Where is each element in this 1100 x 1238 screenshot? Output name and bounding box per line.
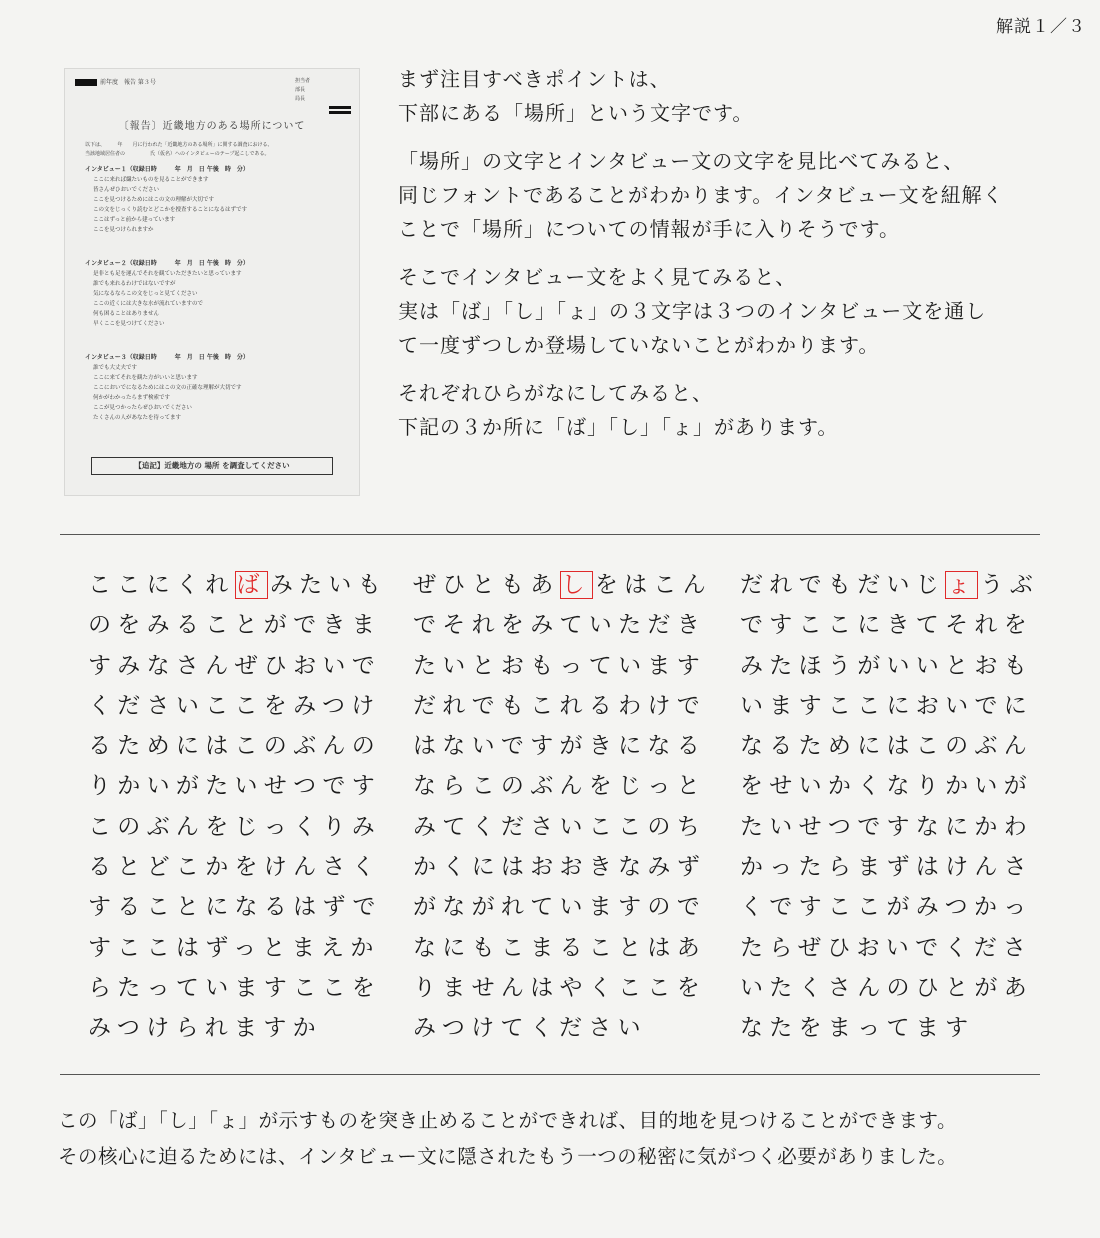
hiragana-line: かくにはおおきなみず: [413, 854, 706, 881]
intro-line: 以下は、 年 月に行われた「近畿地方のある場所」に関する調査における、: [85, 142, 273, 148]
hiragana-line: いますここにおいでに: [740, 692, 1033, 719]
interview-line: ここはずっと前から建っています: [93, 217, 176, 223]
page-label: 解説１／３: [996, 17, 1086, 37]
document-intro: [85, 141, 345, 159]
hiragana-line: でそれをみていただき: [413, 612, 706, 639]
footer-text: [58, 1103, 1058, 1175]
hiragana-line: すここはずっとまえか: [88, 934, 380, 961]
footer-line: この「ば」「し」「ょ」が示すものを突き止めることができれば、目的地を見つけることができます。: [58, 1109, 957, 1132]
hiragana-line: することになるはずで: [88, 894, 382, 921]
interview-heading: インタビュー２（収録日時 年 月 日 午後 時 分）: [85, 260, 249, 267]
hiragana-line: るためにはこのぶんの: [88, 733, 381, 760]
hiragana-line: なるためにはこのぶん: [740, 733, 1033, 760]
document-title: 〔報告〕近畿地方のある場所について: [118, 121, 306, 132]
line-text: ぜひともあ: [413, 572, 560, 598]
redaction-block: [75, 79, 97, 86]
hiragana-line: くださいここをみつけ: [88, 692, 381, 719]
explanation-paragraph: そこでインタビュー文をよく見てみると、 実は「ば」「し」「ょ」の３文字は３つのインタビュー文を通し て一度ずつしか登場していないことがわかります。: [398, 265, 987, 357]
hiragana-line: をせいかくなりかいが: [740, 773, 1033, 800]
document-header-left: [75, 77, 156, 86]
hiragana-line: なたをまってます: [740, 1015, 975, 1042]
redaction-bar: [329, 106, 351, 109]
interview-heading: インタビュー３（収録日時 年 月 日 午後 時 分）: [85, 354, 249, 361]
highlighted-character: し: [561, 572, 591, 598]
interview-section-3: [85, 353, 349, 423]
hiragana-line: かったらまずはけんさ: [740, 854, 1033, 881]
intro-line: 当該地域居住者の 氏（仮名）へのインタビューのテープ起こしである。: [85, 151, 270, 157]
interview-line: ここが見つかったらぜひおいでください: [93, 405, 192, 411]
hiragana-line: だれでもこれるわけで: [413, 692, 706, 719]
highlighted-character: ば: [236, 572, 266, 598]
interview-line: 何かがわかったらまず検索です: [93, 395, 171, 401]
hiragana-line: みつけられますか: [88, 1015, 322, 1042]
hiragana-column-2: [413, 565, 712, 1049]
hiragana-line: のをみることができま: [88, 612, 381, 639]
hiragana-line: すみなさんぜひおいで: [88, 652, 381, 679]
interview-line: ここに来れば繊たいものを見ることができます: [93, 177, 209, 183]
hiragana-line: くですここがみつかっ: [740, 894, 1033, 921]
hiragana-line: ならこのぶんをじっと: [413, 773, 706, 800]
interview-line: 何も困ることはありません: [93, 311, 160, 317]
approval-stamps: [295, 77, 351, 114]
interview-line: 気になるならこの文をじっと見てください: [93, 291, 198, 297]
redaction-bar: [329, 111, 351, 114]
hiragana-line: [88, 565, 387, 605]
interview-line: 是非とも足を運んでそれを観ていただきたいと思っています: [93, 271, 242, 277]
hiragana-line: がながれていますので: [413, 894, 706, 921]
hiragana-line: いたくさんのひとがあ: [740, 974, 1033, 1001]
interview-section-1: [85, 165, 349, 235]
explanation-text: [398, 62, 1058, 458]
explanation-paragraph: それぞれひらがなにしてみると、 下記の３か所に「ば」「し」「ょ」があります。: [398, 381, 839, 439]
hiragana-line: たらぜひおいでくださ: [740, 934, 1033, 961]
hiragana-line: [413, 565, 712, 605]
interview-line: ここの近くには大きな水が流れていますので: [93, 301, 204, 307]
explanation-paragraph: 「場所」の文字とインタビュー文の文字を見比べてみると、 同じフォントであることがわかります。インタビュー文を紐解く ことで「場所」についての情報が手に入りそうです。: [398, 149, 1004, 241]
highlighted-character: ょ: [947, 572, 977, 598]
footer-line: その核心に迫るためには、インタビュー文に隠されたもう一つの秘密に気がつく必要がありました。: [58, 1145, 958, 1168]
hiragana-line: みてくださいここのち: [413, 813, 706, 840]
interview-line: 誰でも来れるわけではないですが: [93, 281, 176, 287]
interview-line: ここに来てそれを観た方がいいと思います: [93, 375, 198, 381]
interview-line: この文をじっくり読むとどこかを捜査することになるはずです: [93, 207, 248, 213]
divider-bottom: [60, 1074, 1040, 1075]
document-note: 【追記】近畿地方の 場所 を調査してください: [91, 457, 333, 475]
hiragana-line: りかいがたいせつです: [88, 773, 381, 800]
interview-line: 誰でも大丈夫です: [93, 365, 138, 371]
interview-line: たくさんの人があなたを待ってます: [93, 415, 182, 421]
approval-label: 部長: [295, 87, 306, 93]
report-document-image: [64, 68, 360, 496]
interview-section-2: [85, 259, 349, 329]
hiragana-line: みつけてください: [413, 1015, 647, 1042]
explanation-paragraph: まず注目すべきポイントは、 下部にある「場所」という文字です。: [398, 67, 754, 125]
hiragana-line: ですここにきてそれを: [740, 612, 1033, 639]
interview-line: ここを見つけるためにはこの文の理解が大切です: [93, 197, 215, 203]
line-text: だれでもだいじ: [740, 572, 946, 598]
hiragana-line: らたっていますここを: [88, 974, 381, 1001]
divider-top: [60, 534, 1040, 535]
approval-label: 局長: [295, 96, 306, 102]
hiragana-line: このぶんをじっくりみ: [88, 813, 381, 840]
interview-line: ここにおいでになるためにはこの文の正確な理解が大切です: [93, 385, 242, 391]
hiragana-line: りませんはやくここを: [413, 974, 706, 1001]
line-text: ここにくれ: [88, 572, 235, 598]
hiragana-line: はないですがきになる: [413, 733, 706, 760]
hiragana-column-1: [88, 565, 387, 1049]
hiragana-line: みたほうがいいとおも: [740, 652, 1033, 679]
line-text: うぶ: [980, 572, 1040, 598]
hiragana-column-3: [740, 565, 1039, 1049]
interview-line: ここを見つけられますか: [93, 227, 154, 233]
line-text: をはこん: [594, 572, 713, 598]
hiragana-line: [740, 565, 1039, 605]
hiragana-line: なにもこまることはあ: [413, 934, 706, 961]
interview-heading: インタビュー１（収録日時 年 月 日 午後 時 分）: [85, 166, 249, 173]
hiragana-line: るとどこかをけんさく: [88, 854, 381, 881]
hiragana-line: たいせつですなにかわ: [740, 813, 1033, 840]
document-header-text: 前年度 報告 第３号: [100, 79, 156, 86]
interview-line: 早くここを見つけてください: [93, 321, 165, 327]
hiragana-line: たいとおもっています: [413, 652, 706, 679]
line-text: みたいも: [269, 572, 388, 598]
interview-line: 皆さんぜひおいでください: [93, 187, 160, 193]
approval-label: 担当者: [295, 78, 311, 84]
